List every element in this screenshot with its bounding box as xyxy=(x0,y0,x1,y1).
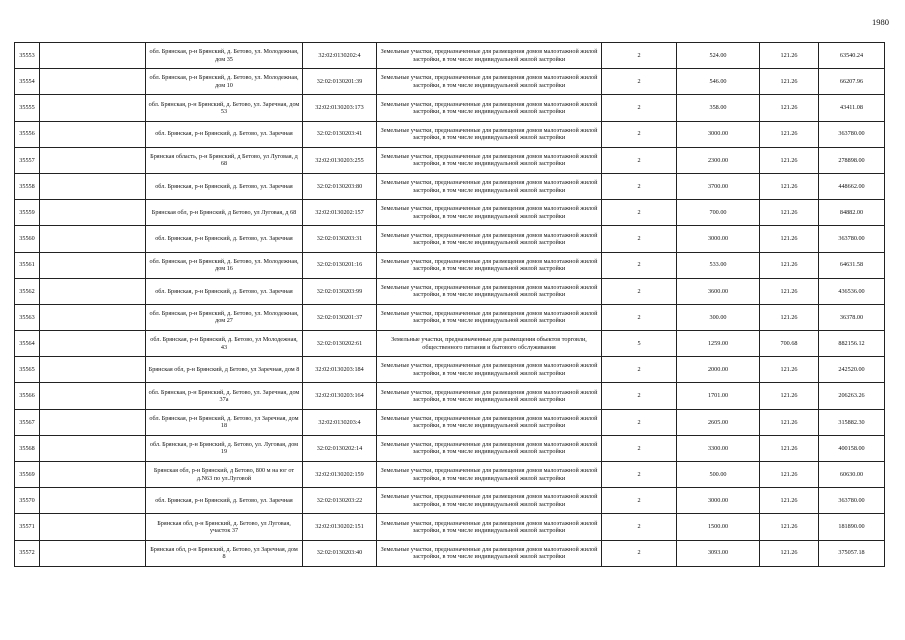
cadastral-number-cell: 32:02:0130201:16 xyxy=(303,252,377,278)
area-cell: 1259.00 xyxy=(677,331,760,357)
row-number-cell: 35561 xyxy=(15,252,40,278)
rate-cell: 121.26 xyxy=(760,278,819,304)
area-cell: 3600.00 xyxy=(677,278,760,304)
table-row xyxy=(15,514,885,540)
table-row xyxy=(15,357,885,383)
rate-cell: 121.26 xyxy=(760,409,819,435)
address-cell: обл. Брянская, р-н Брянский, д. Бетово, ул. Луговая, дом 19 xyxy=(146,435,303,461)
table-row xyxy=(15,278,885,304)
cadastral-number-cell: 32:02:0130203:31 xyxy=(303,226,377,252)
land-use-cell: Земельные участки, предназначенные для размещения домов малоэтажной жилой застройки, в том числе индивидуальной жилой застройки xyxy=(377,200,602,226)
area-cell: 533.00 xyxy=(677,252,760,278)
table-row xyxy=(15,121,885,147)
area-cell: 3000.00 xyxy=(677,488,760,514)
blank-cell xyxy=(40,95,146,121)
land-use-cell: Земельные участки, предназначенные для размещения домов малоэтажной жилой застройки, в том числе индивидуальной жилой застройки xyxy=(377,95,602,121)
row-number-cell: 35560 xyxy=(15,226,40,252)
rate-cell: 121.26 xyxy=(760,540,819,566)
rate-cell: 121.26 xyxy=(760,357,819,383)
table-row xyxy=(15,226,885,252)
table-body xyxy=(15,43,885,567)
address-cell: обл. Брянская, р-н Брянский, д. Бетово, ул. Молодежная, дом 35 xyxy=(146,43,303,69)
area-cell: 3000.00 xyxy=(677,226,760,252)
cadastral-value-table xyxy=(14,42,885,567)
cadastral-number-cell: 32:02:0130203:22 xyxy=(303,488,377,514)
address-cell: обл. Брянская, р-н Брянский, д. Бетово, ул Молодежная, 43 xyxy=(146,331,303,357)
address-cell: обл. Брянская, р-н Брянский, д. Бетово, ул. Заречная xyxy=(146,278,303,304)
rate-cell: 121.26 xyxy=(760,488,819,514)
table-row xyxy=(15,540,885,566)
cadastral-number-cell: 32:02:0130202:159 xyxy=(303,462,377,488)
row-number-cell: 35557 xyxy=(15,147,40,173)
land-use-cell: Земельные участки, предназначенные для размещения домов малоэтажной жилой застройки, в том числе индивидуальной жилой застройки xyxy=(377,488,602,514)
row-number-cell: 35566 xyxy=(15,383,40,409)
blank-cell xyxy=(40,121,146,147)
rate-cell: 121.26 xyxy=(760,383,819,409)
blank-cell xyxy=(40,383,146,409)
cadastral-value-cell: 363780.00 xyxy=(819,226,885,252)
row-number-cell: 35563 xyxy=(15,304,40,330)
row-number-cell: 35572 xyxy=(15,540,40,566)
cadastral-value-cell: 363780.00 xyxy=(819,488,885,514)
row-number-cell: 35555 xyxy=(15,95,40,121)
address-cell: обл. Брянская, р-н Брянский, д. Бетово, ул Заречная, дом 18 xyxy=(146,409,303,435)
table-row xyxy=(15,95,885,121)
row-number-cell: 35570 xyxy=(15,488,40,514)
table-row xyxy=(15,409,885,435)
address-cell: Брянская обл, р-н Брянский, д. Бетово, ул Луговая, участок 37 xyxy=(146,514,303,540)
address-cell: обл. Брянская, р-н Брянский, д. Бетово, ул. Заречная xyxy=(146,173,303,199)
area-cell: 546.00 xyxy=(677,69,760,95)
area-cell: 2000.00 xyxy=(677,357,760,383)
cadastral-number-cell: 32:02:0130203:99 xyxy=(303,278,377,304)
group-cell: 2 xyxy=(602,435,677,461)
rate-cell: 121.26 xyxy=(760,462,819,488)
table-row xyxy=(15,383,885,409)
group-cell: 2 xyxy=(602,121,677,147)
land-use-cell: Земельные участки, предназначенные для размещения домов малоэтажной жилой застройки, в том числе индивидуальной жилой застройки xyxy=(377,462,602,488)
cadastral-value-cell: 36378.00 xyxy=(819,304,885,330)
area-cell: 2605.00 xyxy=(677,409,760,435)
cadastral-number-cell: 32:02:0130203:255 xyxy=(303,147,377,173)
rate-cell: 121.26 xyxy=(760,121,819,147)
area-cell: 358.00 xyxy=(677,95,760,121)
cadastral-value-cell: 278898.00 xyxy=(819,147,885,173)
group-cell: 2 xyxy=(602,409,677,435)
group-cell: 2 xyxy=(602,69,677,95)
rate-cell: 121.26 xyxy=(760,435,819,461)
cadastral-value-cell: 436536.00 xyxy=(819,278,885,304)
cadastral-value-cell: 363780.00 xyxy=(819,121,885,147)
group-cell: 2 xyxy=(602,357,677,383)
cadastral-value-cell: 375057.18 xyxy=(819,540,885,566)
table-row xyxy=(15,43,885,69)
cadastral-number-cell: 32:02:0130202:157 xyxy=(303,200,377,226)
rate-cell: 121.26 xyxy=(760,304,819,330)
cadastral-value-cell: 63540.24 xyxy=(819,43,885,69)
rate-cell: 121.26 xyxy=(760,147,819,173)
address-cell: Брянская обл, р-н Брянский, д Бетово, 800 м на юг от д.N63 по ул.Луговой xyxy=(146,462,303,488)
cadastral-number-cell: 32:02:0130202:4 xyxy=(303,43,377,69)
table-row xyxy=(15,69,885,95)
blank-cell xyxy=(40,462,146,488)
address-cell: обл. Брянская, р-н Брянский, д. Бетово, ул. Заречная, дом 37а xyxy=(146,383,303,409)
address-cell: Брянская область, р-н Брянский, д Бетово, ул Луговая, д 68 xyxy=(146,147,303,173)
group-cell: 2 xyxy=(602,252,677,278)
table-row xyxy=(15,252,885,278)
blank-cell xyxy=(40,514,146,540)
area-cell: 500.00 xyxy=(677,462,760,488)
blank-cell xyxy=(40,304,146,330)
row-number-cell: 35558 xyxy=(15,173,40,199)
cadastral-value-cell: 64631.58 xyxy=(819,252,885,278)
address-cell: Брянская обл, р-н Брянский, д. Бетово, ул Заречная, дом 8 xyxy=(146,540,303,566)
land-use-cell: Земельные участки, предназначенные для размещения домов малоэтажной жилой застройки, в том числе индивидуальной жилой застройки xyxy=(377,357,602,383)
group-cell: 2 xyxy=(602,95,677,121)
address-cell: обл. Брянская, р-н Брянский, д. Бетово, ул. Заречная xyxy=(146,121,303,147)
land-use-cell: Земельные участки, предназначенные для размещения домов малоэтажной жилой застройки, в том числе индивидуальной жилой застройки xyxy=(377,383,602,409)
area-cell: 300.00 xyxy=(677,304,760,330)
cadastral-number-cell: 32:02:0130201:37 xyxy=(303,304,377,330)
group-cell: 2 xyxy=(602,173,677,199)
group-cell: 2 xyxy=(602,147,677,173)
land-use-cell: Земельные участки, предназначенные для размещения домов малоэтажной жилой застройки, в том числе индивидуальной жилой застройки xyxy=(377,173,602,199)
row-number-cell: 35564 xyxy=(15,331,40,357)
address-cell: обл. Брянская, р-н Брянский, д. Бетово, ул. Молодежная, дом 10 xyxy=(146,69,303,95)
row-number-cell: 35559 xyxy=(15,200,40,226)
cadastral-number-cell: 32:02:0130203:40 xyxy=(303,540,377,566)
group-cell: 2 xyxy=(602,540,677,566)
page-number: 1980 xyxy=(872,17,889,27)
rate-cell: 121.26 xyxy=(760,173,819,199)
area-cell: 3300.00 xyxy=(677,435,760,461)
area-cell: 3000.00 xyxy=(677,121,760,147)
blank-cell xyxy=(40,409,146,435)
address-cell: обл. Брянская, р-н Брянский, д. Бетово, ул. Молодежная, дом 16 xyxy=(146,252,303,278)
cadastral-value-cell: 315882.30 xyxy=(819,409,885,435)
cadastral-value-cell: 181890.00 xyxy=(819,514,885,540)
rate-cell: 121.26 xyxy=(760,95,819,121)
rate-cell: 121.26 xyxy=(760,226,819,252)
cadastral-number-cell: 32:02:0130203:4 xyxy=(303,409,377,435)
row-number-cell: 35568 xyxy=(15,435,40,461)
group-cell: 2 xyxy=(602,43,677,69)
rate-cell: 121.26 xyxy=(760,514,819,540)
blank-cell xyxy=(40,173,146,199)
land-use-cell: Земельные участки, предназначенные для размещения домов малоэтажной жилой застройки, в том числе индивидуальной жилой застройки xyxy=(377,278,602,304)
land-use-cell: Земельные участки, предназначенные для размещения домов малоэтажной жилой застройки, в том числе индивидуальной жилой застройки xyxy=(377,121,602,147)
group-cell: 2 xyxy=(602,488,677,514)
group-cell: 2 xyxy=(602,278,677,304)
row-number-cell: 35562 xyxy=(15,278,40,304)
row-number-cell: 35553 xyxy=(15,43,40,69)
table-row xyxy=(15,488,885,514)
cadastral-value-cell: 400158.00 xyxy=(819,435,885,461)
row-number-cell: 35569 xyxy=(15,462,40,488)
rate-cell: 700.68 xyxy=(760,331,819,357)
address-cell: обл. Брянская, р-н Брянский, д. Бетово, ул. Молодежная, дом 27 xyxy=(146,304,303,330)
land-use-cell: Земельные участки, предназначенные для размещения домов малоэтажной жилой застройки, в том числе индивидуальной жилой застройки xyxy=(377,409,602,435)
table-row xyxy=(15,435,885,461)
table-row xyxy=(15,462,885,488)
cadastral-value-cell: 60630.00 xyxy=(819,462,885,488)
address-cell: Брянская обл, р-н Брянский, д Бетово, ул Луговая, д 68 xyxy=(146,200,303,226)
table-row xyxy=(15,304,885,330)
group-cell: 2 xyxy=(602,514,677,540)
cadastral-value-cell: 206263.26 xyxy=(819,383,885,409)
cadastral-value-cell: 43411.08 xyxy=(819,95,885,121)
cadastral-value-cell: 84882.00 xyxy=(819,200,885,226)
cadastral-number-cell: 32:02:0130202:14 xyxy=(303,435,377,461)
blank-cell xyxy=(40,43,146,69)
group-cell: 2 xyxy=(602,383,677,409)
group-cell: 2 xyxy=(602,200,677,226)
land-use-cell: Земельные участки, предназначенные для размещения домов малоэтажной жилой застройки, в том числе индивидуальной жилой застройки xyxy=(377,226,602,252)
group-cell: 2 xyxy=(602,462,677,488)
row-number-cell: 35567 xyxy=(15,409,40,435)
area-cell: 3093.00 xyxy=(677,540,760,566)
cadastral-value-cell: 448662.00 xyxy=(819,173,885,199)
blank-cell xyxy=(40,435,146,461)
blank-cell xyxy=(40,540,146,566)
blank-cell xyxy=(40,252,146,278)
table-row xyxy=(15,331,885,357)
land-use-cell: Земельные участки, предназначенные для размещения домов малоэтажной жилой застройки, в том числе индивидуальной жилой застройки xyxy=(377,147,602,173)
cadastral-number-cell: 32:02:0130202:151 xyxy=(303,514,377,540)
rate-cell: 121.26 xyxy=(760,43,819,69)
land-use-cell: Земельные участки, предназначенные для размещения домов малоэтажной жилой застройки, в том числе индивидуальной жилой застройки xyxy=(377,252,602,278)
address-cell: обл. Брянская, р-н Брянский, д. Бетово, ул. Заречная, дом 53 xyxy=(146,95,303,121)
blank-cell xyxy=(40,226,146,252)
group-cell: 5 xyxy=(602,331,677,357)
cadastral-number-cell: 32:02:0130201:39 xyxy=(303,69,377,95)
address-cell: обл. Брянская, р-н Брянский, д. Бетово, ул. Заречная xyxy=(146,488,303,514)
area-cell: 524.00 xyxy=(677,43,760,69)
land-use-cell: Земельные участки, предназначенные для размещения домов малоэтажной жилой застройки, в том числе индивидуальной жилой застройки xyxy=(377,43,602,69)
cadastral-value-cell: 882156.12 xyxy=(819,331,885,357)
land-use-cell: Земельные участки, предназначенные для размещения домов малоэтажной жилой застройки, в том числе индивидуальной жилой застройки xyxy=(377,540,602,566)
rate-cell: 121.26 xyxy=(760,252,819,278)
rate-cell: 121.26 xyxy=(760,200,819,226)
table-row xyxy=(15,200,885,226)
cadastral-value-cell: 242520.00 xyxy=(819,357,885,383)
blank-cell xyxy=(40,278,146,304)
cadastral-number-cell: 32:02:0130202:61 xyxy=(303,331,377,357)
cadastral-number-cell: 32:02:0130203:164 xyxy=(303,383,377,409)
area-cell: 3700.00 xyxy=(677,173,760,199)
area-cell: 1701.00 xyxy=(677,383,760,409)
row-number-cell: 35554 xyxy=(15,69,40,95)
address-cell: Брянская обл, р-н Брянский, д Бетово, ул Заречная, дом 8 xyxy=(146,357,303,383)
table-row xyxy=(15,147,885,173)
rate-cell: 121.26 xyxy=(760,69,819,95)
cadastral-number-cell: 32:02:0130203:184 xyxy=(303,357,377,383)
land-use-cell: Земельные участки, предназначенные для размещения домов малоэтажной жилой застройки, в том числе индивидуальной жилой застройки xyxy=(377,435,602,461)
cadastral-number-cell: 32:02:0130203:80 xyxy=(303,173,377,199)
cadastral-value-cell: 66207.96 xyxy=(819,69,885,95)
cadastral-number-cell: 32:02:0130203:41 xyxy=(303,121,377,147)
blank-cell xyxy=(40,200,146,226)
group-cell: 2 xyxy=(602,304,677,330)
blank-cell xyxy=(40,331,146,357)
row-number-cell: 35571 xyxy=(15,514,40,540)
blank-cell xyxy=(40,147,146,173)
table-row xyxy=(15,173,885,199)
row-number-cell: 35565 xyxy=(15,357,40,383)
area-cell: 700.00 xyxy=(677,200,760,226)
row-number-cell: 35556 xyxy=(15,121,40,147)
cadastral-number-cell: 32:02:0130203:173 xyxy=(303,95,377,121)
area-cell: 2300.00 xyxy=(677,147,760,173)
land-use-cell: Земельные участки, предназначенные для размещения домов малоэтажной жилой застройки, в том числе индивидуальной жилой застройки xyxy=(377,514,602,540)
blank-cell xyxy=(40,357,146,383)
land-use-cell: Земельные участки, предназначенные для размещения домов малоэтажной жилой застройки, в том числе индивидуальной жилой застройки xyxy=(377,69,602,95)
land-use-cell: Земельные участки, предназначенные для размещения объектов торговли, общественного питания и бытового обслуживания xyxy=(377,331,602,357)
land-use-cell: Земельные участки, предназначенные для размещения домов малоэтажной жилой застройки, в том числе индивидуальной жилой застройки xyxy=(377,304,602,330)
blank-cell xyxy=(40,69,146,95)
address-cell: обл. Брянская, р-н Брянский, д. Бетово, ул. Заречная xyxy=(146,226,303,252)
area-cell: 1500.00 xyxy=(677,514,760,540)
blank-cell xyxy=(40,488,146,514)
group-cell: 2 xyxy=(602,226,677,252)
